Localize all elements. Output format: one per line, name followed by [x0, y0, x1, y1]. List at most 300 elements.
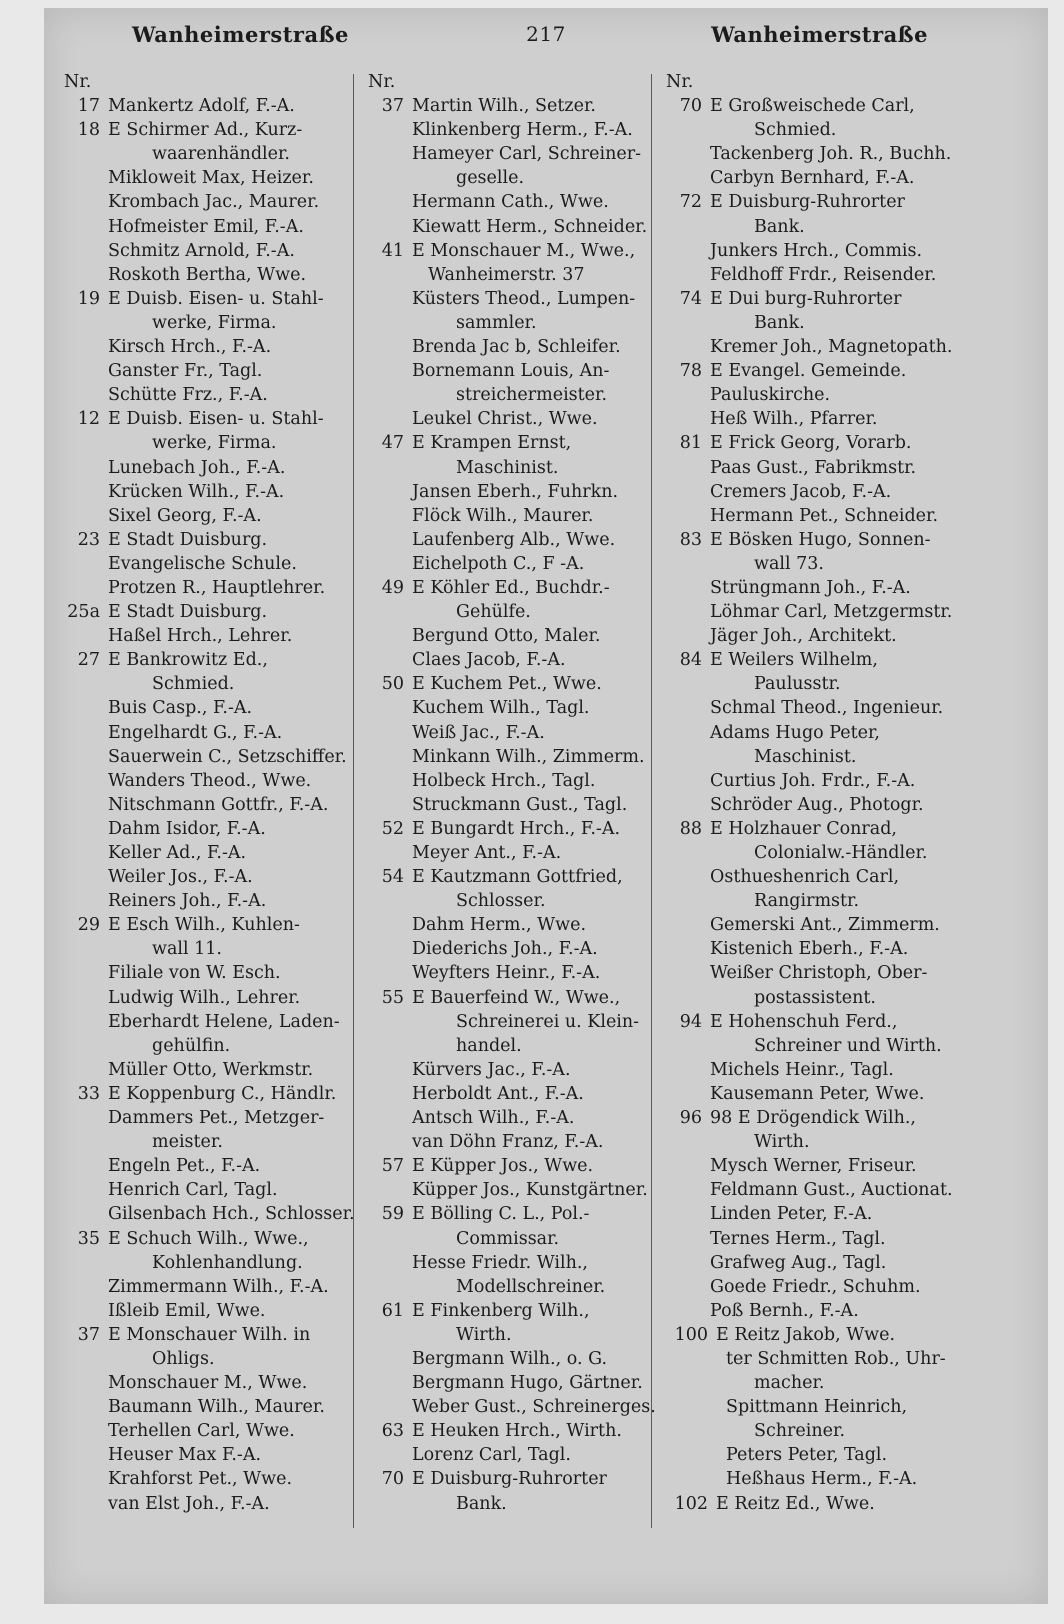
- directory-entry: [660, 672, 1000, 696]
- resident-text: Holbeck Hrch., Tagl.: [412, 770, 596, 791]
- house-number: [362, 961, 404, 985]
- house-number: 70: [381, 1469, 404, 1490]
- directory-entry: [660, 1082, 1000, 1106]
- directory-entry: [362, 961, 668, 985]
- directory-entry: [362, 913, 668, 937]
- house-number: [58, 263, 100, 287]
- house-number: [660, 600, 702, 624]
- resident-text: Minkann Wilh., Zimmerm.: [412, 746, 645, 767]
- house-number: [58, 745, 100, 769]
- resident-text: Baumann Wilh., Maurer.: [108, 1397, 325, 1418]
- directory-entry: [58, 263, 370, 287]
- house-number: 63: [381, 1421, 404, 1442]
- resident-text: E Großweischede Carl,: [710, 96, 915, 117]
- house-number: [660, 1202, 702, 1226]
- resident-text: Weiß Jac., F.-A.: [412, 722, 545, 743]
- house-number: 96: [679, 1108, 702, 1129]
- house-number: [362, 359, 404, 383]
- directory-entry: [660, 504, 1000, 528]
- resident-text: Weiler Jos., F.-A.: [108, 867, 253, 888]
- resident-text: Wirth.: [754, 1132, 810, 1153]
- resident-text: Engelhardt G., F.-A.: [108, 722, 283, 743]
- resident-text: E Hohenschuh Ferd.,: [710, 1011, 898, 1032]
- resident-text: Mikloweit Max, Heizer.: [108, 168, 314, 189]
- house-number: 37: [77, 1324, 100, 1345]
- resident-text: Bornemann Louis, An-: [412, 361, 610, 382]
- directory-entry: [362, 94, 668, 118]
- directory-entry: [58, 1299, 370, 1323]
- house-number: [362, 190, 404, 214]
- directory-entry: [58, 1034, 370, 1058]
- house-number: [58, 1034, 100, 1058]
- directory-entry: [660, 1106, 1000, 1130]
- directory-entry: [660, 335, 1000, 359]
- resident-text: Colonialw.-Händler.: [754, 843, 928, 863]
- resident-text: Mysch Werner, Friseur.: [710, 1156, 917, 1177]
- house-number: [58, 359, 100, 383]
- house-number: [58, 817, 100, 841]
- house-number: [660, 552, 702, 576]
- house-number: [58, 552, 100, 576]
- directory-entry: [58, 624, 370, 648]
- house-number: [58, 624, 100, 648]
- resident-text: Ißleib Emil, Wwe.: [108, 1300, 266, 1321]
- house-number: [58, 335, 100, 359]
- house-number: [58, 1010, 100, 1034]
- resident-text: Nitschmann Gottfr., F.-A.: [108, 794, 329, 815]
- house-number: [660, 793, 702, 817]
- directory-entry: [362, 552, 668, 576]
- directory-entry: [362, 745, 668, 769]
- resident-text: Lunebach Joh., F.-A.: [108, 457, 286, 478]
- house-number: 70: [679, 96, 702, 117]
- resident-text: E Frick Georg, Vorarb.: [710, 433, 912, 454]
- resident-text: Wanders Theod., Wwe.: [108, 770, 312, 791]
- resident-text: Filiale von W. Esch.: [108, 963, 281, 984]
- directory-entry: [660, 118, 1000, 142]
- directory-entry: [362, 937, 668, 961]
- house-number: 37: [381, 96, 404, 117]
- house-number: [362, 1082, 404, 1106]
- house-number: 81: [679, 433, 702, 454]
- house-number: [660, 769, 702, 793]
- resident-text: E Evangel. Gemeinde.: [710, 361, 907, 382]
- house-number: [58, 166, 100, 190]
- house-number: [58, 986, 100, 1010]
- directory-entry: [58, 841, 370, 865]
- directory-entry: [660, 721, 1000, 745]
- directory-entry: [58, 1202, 370, 1226]
- directory-entry: [660, 961, 1000, 985]
- resident-text: Strüngmann Joh., F.-A.: [710, 577, 911, 598]
- directory-entry: [58, 1323, 370, 1347]
- house-number: [58, 1251, 100, 1275]
- resident-text: Schröder Aug., Photogr.: [710, 794, 924, 815]
- directory-entry: [58, 1058, 370, 1082]
- resident-text: Eichelpoth C., F -A.: [412, 553, 585, 574]
- resident-text: van Elst Joh., F.-A.: [108, 1493, 270, 1514]
- house-number: [660, 1419, 702, 1443]
- house-number: [58, 215, 100, 239]
- resident-text: E Heuken Hrch., Wirth.: [412, 1421, 622, 1442]
- house-number: [58, 1130, 100, 1154]
- house-number: [362, 1443, 404, 1467]
- house-number: [362, 1323, 404, 1347]
- house-number: [362, 1275, 404, 1299]
- directory-entry: [660, 1395, 1000, 1419]
- house-number: [660, 865, 702, 889]
- directory-entry: [362, 431, 668, 455]
- house-number: [362, 263, 404, 287]
- resident-text: Schmal Theod., Ingenieur.: [710, 698, 944, 719]
- directory-entry: [58, 576, 370, 600]
- directory-entry: [660, 431, 1000, 455]
- house-number: 100: [674, 1324, 708, 1345]
- directory-entry: [660, 239, 1000, 263]
- house-number: [58, 431, 100, 455]
- resident-text: E Köhler Ed., Buchdr.-: [412, 577, 610, 598]
- house-number: [660, 986, 702, 1010]
- directory-entry: [660, 552, 1000, 576]
- house-number: [660, 1227, 702, 1251]
- directory-entry: [362, 1154, 668, 1178]
- directory-entry: [58, 986, 370, 1010]
- resident-text: Gemerski Ant., Zimmerm.: [710, 915, 940, 936]
- resident-text: Tackenberg Joh. R., Buchh.: [710, 144, 952, 165]
- house-number: [362, 287, 404, 311]
- resident-text: Bank.: [754, 216, 805, 237]
- directory-entry: [660, 94, 1000, 118]
- directory-entry: [362, 817, 668, 841]
- directory-entry: [362, 504, 668, 528]
- house-number: [362, 407, 404, 431]
- house-number: [362, 841, 404, 865]
- house-number: [362, 1251, 404, 1275]
- number-column-label: Nr.: [368, 72, 396, 92]
- house-number: 27: [77, 650, 100, 671]
- directory-entry: [660, 769, 1000, 793]
- house-number: [58, 576, 100, 600]
- resident-text: wall 73.: [754, 553, 824, 574]
- resident-text: E Bauerfeind W., Wwe.,: [412, 987, 621, 1008]
- directory-entry: [660, 263, 1000, 287]
- house-number: [362, 552, 404, 576]
- house-number: [660, 480, 702, 504]
- directory-entry: [362, 721, 668, 745]
- resident-text: Kistenich Eberh., F.-A.: [710, 939, 909, 960]
- resident-text: Feldhoff Frdr., Reisender.: [710, 264, 937, 285]
- house-number: 25a: [67, 602, 100, 623]
- directory-entry: [660, 1467, 1000, 1491]
- directory-entry: [660, 1058, 1000, 1082]
- house-number: [660, 1347, 702, 1371]
- house-number: [58, 672, 100, 696]
- resident-text: Löhmar Carl, Metzgermstr.: [710, 602, 953, 623]
- house-number: 54: [381, 867, 404, 888]
- house-number: [58, 841, 100, 865]
- directory-column-3: [660, 70, 1000, 1516]
- resident-text: Keller Ad., F.-A.: [108, 843, 247, 863]
- house-number: 33: [77, 1083, 100, 1104]
- house-number: [660, 1130, 702, 1154]
- resident-text: E Reitz Ed., Wwe.: [716, 1493, 875, 1514]
- resident-text: Herboldt Ant., F.-A.: [412, 1083, 584, 1104]
- resident-text: handel.: [456, 1035, 522, 1056]
- house-number: [362, 1227, 404, 1251]
- directory-entry: [58, 383, 370, 407]
- resident-text: Wirth.: [456, 1324, 512, 1345]
- directory-entry: [362, 407, 668, 431]
- resident-text: Kremer Joh., Magnetopath.: [710, 337, 953, 358]
- directory-entry: [362, 359, 668, 383]
- house-number: [362, 1106, 404, 1130]
- resident-text: E Stadt Duisburg.: [108, 529, 268, 550]
- house-number: [58, 937, 100, 961]
- directory-entry: [660, 1443, 1000, 1467]
- resident-text: Schreiner und Wirth.: [754, 1035, 942, 1056]
- directory-entry: [362, 1299, 668, 1323]
- house-number: [660, 672, 702, 696]
- house-number: 52: [381, 818, 404, 839]
- house-number: 19: [77, 288, 100, 309]
- directory-entry: [660, 407, 1000, 431]
- resident-text: E Küpper Jos., Wwe.: [412, 1156, 594, 1177]
- directory-entry: [58, 696, 370, 720]
- directory-entry: [362, 576, 668, 600]
- resident-text: werke, Firma.: [152, 312, 277, 333]
- directory-entry: [362, 1251, 668, 1275]
- directory-entry: [58, 407, 370, 431]
- directory-entry: [58, 480, 370, 504]
- directory-entry: [58, 528, 370, 552]
- house-number: [362, 937, 404, 961]
- house-number: [660, 624, 702, 648]
- resident-text: Rangirmstr.: [754, 891, 860, 912]
- directory-entry: [660, 1275, 1000, 1299]
- directory-entry: [58, 817, 370, 841]
- resident-text: E Bölling C. L., Pol.-: [412, 1204, 590, 1225]
- house-number: [58, 696, 100, 720]
- resident-text: Bergund Otto, Maler.: [412, 626, 601, 647]
- directory-entry: [58, 769, 370, 793]
- resident-text: Küpper Jos., Kunstgärtner.: [412, 1180, 648, 1201]
- resident-text: Poß Bernh., F.-A.: [710, 1300, 859, 1321]
- house-number: [362, 1010, 404, 1034]
- directory-entry: [362, 672, 668, 696]
- house-number: 55: [381, 987, 404, 1008]
- house-number: 102: [674, 1493, 708, 1514]
- house-number: [362, 1492, 404, 1516]
- resident-text: Schreiner.: [754, 1421, 846, 1442]
- resident-text: E Schirmer Ad., Kurz-: [108, 120, 303, 141]
- directory-entry: [362, 696, 668, 720]
- resident-text: Goede Friedr., Schuhm.: [710, 1276, 921, 1297]
- house-number: [362, 383, 404, 407]
- resident-text: E Duisburg-Ruhrorter: [412, 1469, 607, 1490]
- resident-text: Weißer Christoph, Ober-: [710, 963, 928, 984]
- resident-text: Commissar.: [456, 1228, 560, 1249]
- resident-text: Sixel Georg, F.-A.: [108, 505, 262, 526]
- directory-entry: [58, 552, 370, 576]
- house-number: [362, 648, 404, 672]
- directory-entry: [660, 745, 1000, 769]
- house-number: [660, 841, 702, 865]
- house-number: [362, 600, 404, 624]
- directory-entry: [58, 961, 370, 985]
- house-number: [660, 1395, 702, 1419]
- resident-text: Kuchem Wilh., Tagl.: [412, 698, 590, 719]
- directory-entry: [58, 1275, 370, 1299]
- directory-entry: [362, 166, 668, 190]
- directory-entry: [362, 624, 668, 648]
- directory-entry: [58, 431, 370, 455]
- directory-entry: [660, 311, 1000, 335]
- resident-text: postassistent.: [754, 987, 876, 1008]
- directory-entry: [660, 913, 1000, 937]
- house-number: 12: [77, 409, 100, 430]
- directory-entry: [362, 986, 668, 1010]
- house-number: [362, 1371, 404, 1395]
- house-number: 29: [77, 915, 100, 936]
- resident-text: Carbyn Bernhard, F.-A.: [710, 168, 915, 189]
- house-number: [660, 1154, 702, 1178]
- directory-entry: [58, 793, 370, 817]
- directory-entry: [660, 624, 1000, 648]
- directory-entry: [58, 311, 370, 335]
- directory-entry: [58, 1082, 370, 1106]
- resident-text: E Duisb. Eisen- u. Stahl-: [108, 288, 324, 309]
- directory-entry: [58, 745, 370, 769]
- house-number: [362, 335, 404, 359]
- house-number: [58, 721, 100, 745]
- resident-text: E Bösken Hugo, Sonnen-: [710, 529, 931, 550]
- directory-entry: [660, 359, 1000, 383]
- directory-entry: [660, 986, 1000, 1010]
- resident-text: Dahm Herm., Wwe.: [412, 915, 587, 936]
- directory-entry: [660, 142, 1000, 166]
- resident-text: Hesse Friedr. Wilh.,: [412, 1252, 588, 1273]
- house-number: [362, 166, 404, 190]
- house-number: [58, 456, 100, 480]
- house-number: [58, 961, 100, 985]
- house-number: [660, 1371, 702, 1395]
- house-number: [362, 721, 404, 745]
- resident-text: Hameyer Carl, Schreiner-: [412, 144, 642, 165]
- resident-text: E Dui burg-Ruhrorter: [710, 288, 902, 309]
- house-number: [362, 504, 404, 528]
- resident-text: Krücken Wilh., F.-A.: [108, 481, 285, 502]
- directory-entry: [362, 383, 668, 407]
- directory-entry: [58, 672, 370, 696]
- resident-text: Heß Wilh., Pfarrer.: [710, 409, 878, 430]
- resident-text: Küsters Theod., Lumpen-: [412, 288, 636, 309]
- house-number: [660, 1058, 702, 1082]
- house-number: [660, 504, 702, 528]
- resident-text: E Finkenberg Wilh.,: [412, 1300, 590, 1321]
- directory-entry: [660, 528, 1000, 552]
- directory-entry: [362, 841, 668, 865]
- house-number: 83: [679, 529, 702, 550]
- resident-text: Ternes Herm., Tagl.: [710, 1228, 886, 1249]
- directory-entry: [660, 166, 1000, 190]
- resident-text: E Bungardt Hrch., F.-A.: [412, 818, 621, 839]
- house-number: [58, 1467, 100, 1491]
- house-number: [58, 1492, 100, 1516]
- directory-entry: [362, 1347, 668, 1371]
- directory-entry: [362, 1202, 668, 1226]
- directory-entry: [58, 1419, 370, 1443]
- directory-entry: [362, 1034, 668, 1058]
- house-number: [362, 480, 404, 504]
- house-number: 49: [381, 577, 404, 598]
- house-number: [58, 793, 100, 817]
- resident-text: Cremers Jacob, F.-A.: [710, 481, 892, 502]
- house-number: [58, 889, 100, 913]
- house-number: [58, 865, 100, 889]
- resident-text: Leukel Christ., Wwe.: [412, 409, 598, 430]
- directory-entry: [58, 1251, 370, 1275]
- house-number: [58, 142, 100, 166]
- resident-text: Dahm Isidor, F.-A.: [108, 818, 266, 839]
- directory-entry: [660, 190, 1000, 214]
- directory-entry: [362, 1106, 668, 1130]
- header-street-left: Wanheimerstraße: [132, 22, 349, 47]
- resident-text: Laufenberg Alb., Wwe.: [412, 529, 616, 550]
- directory-entry: [660, 383, 1000, 407]
- directory-entry: [58, 456, 370, 480]
- directory-entry: [362, 456, 668, 480]
- directory-entry: [362, 528, 668, 552]
- directory-entry: [362, 889, 668, 913]
- directory-entry: [362, 215, 668, 239]
- resident-text: Weyfters Heinr., F.-A.: [412, 963, 601, 984]
- resident-text: Maschinist.: [456, 457, 559, 478]
- directory-entry: [660, 1347, 1000, 1371]
- directory-entry: [362, 1275, 668, 1299]
- directory-entry: [362, 118, 668, 142]
- resident-text: werke, Firma.: [152, 433, 277, 454]
- directory-entry: [660, 817, 1000, 841]
- page-number: 217: [526, 22, 566, 46]
- resident-text: Eberhardt Helene, Laden-: [108, 1011, 340, 1032]
- directory-entry: [58, 239, 370, 263]
- house-number: [58, 383, 100, 407]
- resident-text: E Duisburg-Ruhrorter: [710, 192, 905, 213]
- resident-text: Maschinist.: [754, 746, 857, 767]
- house-number: [660, 961, 702, 985]
- resident-text: Feldmann Gust., Auctionat.: [710, 1180, 953, 1201]
- resident-text: Jansen Eberh., Fuhrkn.: [412, 481, 619, 502]
- directory-entry: [58, 94, 370, 118]
- house-number: [660, 1034, 702, 1058]
- resident-text: Zimmermann Wilh., F.-A.: [108, 1276, 329, 1297]
- resident-text: Modellschreiner.: [456, 1276, 606, 1297]
- resident-text: Ohligs.: [152, 1348, 215, 1369]
- directory-entry: [58, 1130, 370, 1154]
- directory-entry: [362, 865, 668, 889]
- house-number: [362, 696, 404, 720]
- resident-text: Weber Gust., Schreinerges.: [412, 1397, 656, 1418]
- house-number: [660, 239, 702, 263]
- directory-entry: [362, 190, 668, 214]
- house-number: [660, 311, 702, 335]
- house-number: [660, 383, 702, 407]
- directory-entry: [660, 1010, 1000, 1034]
- resident-text: E Kuchem Pet., Wwe.: [412, 674, 602, 695]
- directory-entry: [58, 913, 370, 937]
- house-number: 72: [679, 192, 702, 213]
- house-number: 84: [679, 650, 702, 671]
